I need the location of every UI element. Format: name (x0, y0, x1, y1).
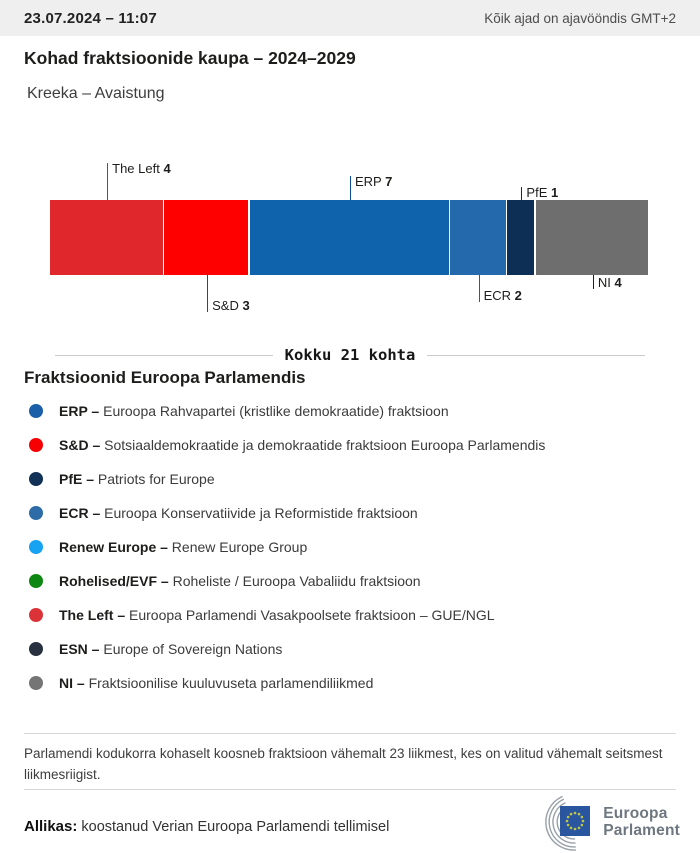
legend-abbr: Renew Europe – (59, 539, 168, 555)
callout-group-name: ECR (483, 288, 515, 303)
footnote-bottom-divider (24, 789, 676, 790)
bar-segment-s-d[interactable] (164, 200, 248, 275)
legend-item-the-left (24, 598, 679, 632)
legend-abbr: NI – (59, 675, 85, 691)
legend-list (24, 394, 679, 700)
legend-abbr: ERP – (59, 403, 100, 419)
ep-logo-line1: Euroopa (603, 805, 668, 822)
page-subtitle: Kreeka – Avaistung (27, 85, 165, 102)
legend-item-ni (24, 666, 679, 700)
callout-tick-ecr (479, 275, 480, 302)
legend-description: Fraktsioonilise kuuluvuseta parlamendiliikmed (84, 675, 374, 691)
legend-description: Renew Europe Group (167, 539, 308, 555)
legend-description: Patriots for Europe (94, 471, 215, 487)
total-seats-row (55, 346, 645, 364)
legend-description: Euroopa Konservatiivide ja Reformistide fraktsioon (100, 505, 418, 521)
callout-tick-the-left (107, 163, 108, 200)
legend-dot-erp (29, 404, 43, 418)
legend-abbr: The Left – (59, 607, 126, 623)
legend-description: Euroopa Rahvapartei (kristlike demokraatide) fraktsioon (99, 403, 449, 419)
callout-tick-erp (350, 176, 351, 200)
ep-logo-text (603, 805, 680, 839)
footnote-top-divider (24, 733, 676, 734)
legend-heading: Fraktsioonid Euroopa Parlamendis (24, 368, 306, 387)
legend-item-erp (24, 394, 679, 428)
source-text: koostanud Verian Euroopa Parlamendi tellimisel (81, 819, 390, 835)
callout-label-ecr (484, 288, 522, 303)
bar-segment-the-left[interactable] (50, 200, 163, 275)
page-title: Kohad fraktsioonide kaupa – 2024–2029 (24, 48, 356, 68)
legend-dot-s-d (29, 438, 43, 452)
bar-segment-erp[interactable] (250, 200, 449, 275)
callout-group-name: NI (597, 275, 615, 290)
legend-abbr: ECR – (59, 505, 101, 521)
legend-item-rohelised-evf (24, 564, 679, 598)
footnote: Parlamendi kodukorra kohaselt koosneb fraktsioon vähemalt 23 liikmest, kes on valitud vähemalt seitsmest liikmesriigist. (24, 746, 663, 782)
legend-abbr: PfE – (59, 471, 95, 487)
divider-line-right (427, 355, 645, 356)
callout-seat-count: 2 (514, 288, 522, 303)
legend-dot-esn (29, 642, 43, 656)
total-seats-label: Kokku 21 kohta (284, 346, 416, 364)
legend-dot-rohelised-evf (29, 574, 43, 588)
callout-label-s-d (212, 298, 250, 313)
callout-seat-count: 4 (163, 161, 171, 176)
legend-abbr: ESN – (59, 641, 100, 657)
callout-group-name: S&D (212, 298, 243, 313)
callout-label-pfe (526, 185, 558, 200)
legend-description: Europe of Sovereign Nations (99, 641, 283, 657)
timezone-note: Kõik ajad on ajavööndis GMT+2 (484, 10, 676, 26)
legend-dot-ni (29, 676, 43, 690)
top-bar (0, 0, 700, 36)
legend-dot-renew-europe (29, 540, 43, 554)
callout-group-name: The Left (112, 161, 164, 176)
callout-tick-pfe (521, 187, 522, 200)
seats-chart (0, 150, 700, 325)
bar-segment-ni[interactable] (536, 200, 649, 275)
legend-item-ecr (24, 496, 679, 530)
bar-segment-pfe[interactable] (507, 200, 534, 275)
legend-description: Euroopa Parlamendi Vasakpoolsete fraktsioon – GUE/NGL (125, 607, 495, 623)
legend-item-s-d (24, 428, 679, 462)
callout-seat-count: 3 (242, 298, 250, 313)
callout-label-erp (355, 174, 392, 189)
legend-item-pfe (24, 462, 679, 496)
divider-line-left (55, 355, 273, 356)
callout-seat-count: 1 (551, 185, 559, 200)
callout-tick-ni (593, 275, 594, 289)
callout-tick-s-d (207, 275, 208, 312)
ep-logo-line2: Parlament (603, 822, 680, 839)
ep-logo (516, 792, 680, 852)
legend-abbr: S&D – (59, 437, 101, 453)
bar-segment-ecr[interactable] (450, 200, 506, 275)
callout-label-ni (598, 275, 622, 290)
callout-group-name: ERP (355, 174, 386, 189)
eu-flag-icon (560, 806, 590, 836)
source-line (24, 818, 389, 835)
callout-group-name: PfE (526, 185, 551, 200)
legend-item-esn (24, 632, 679, 666)
legend-abbr: Rohelised/EVF – (59, 573, 169, 589)
callout-seat-count: 7 (385, 174, 393, 189)
callout-label-the-left (112, 161, 171, 176)
legend-item-renew-europe (24, 530, 679, 564)
legend-description: Sotsiaaldemokraatide ja demokraatide fraktsioon Euroopa Parlamendis (100, 437, 546, 453)
source-label: Allikas: (24, 818, 78, 835)
legend-dot-the-left (29, 608, 43, 622)
callout-seat-count: 4 (614, 275, 622, 290)
ep-hemicycle-flag-icon (516, 792, 596, 852)
legend-dot-pfe (29, 472, 43, 486)
datetime-label: 23.07.2024 – 11:07 (24, 9, 157, 27)
legend-description: Roheliste / Euroopa Vabaliidu fraktsioon (168, 573, 421, 589)
legend-dot-ecr (29, 506, 43, 520)
stacked-bar (0, 150, 700, 325)
